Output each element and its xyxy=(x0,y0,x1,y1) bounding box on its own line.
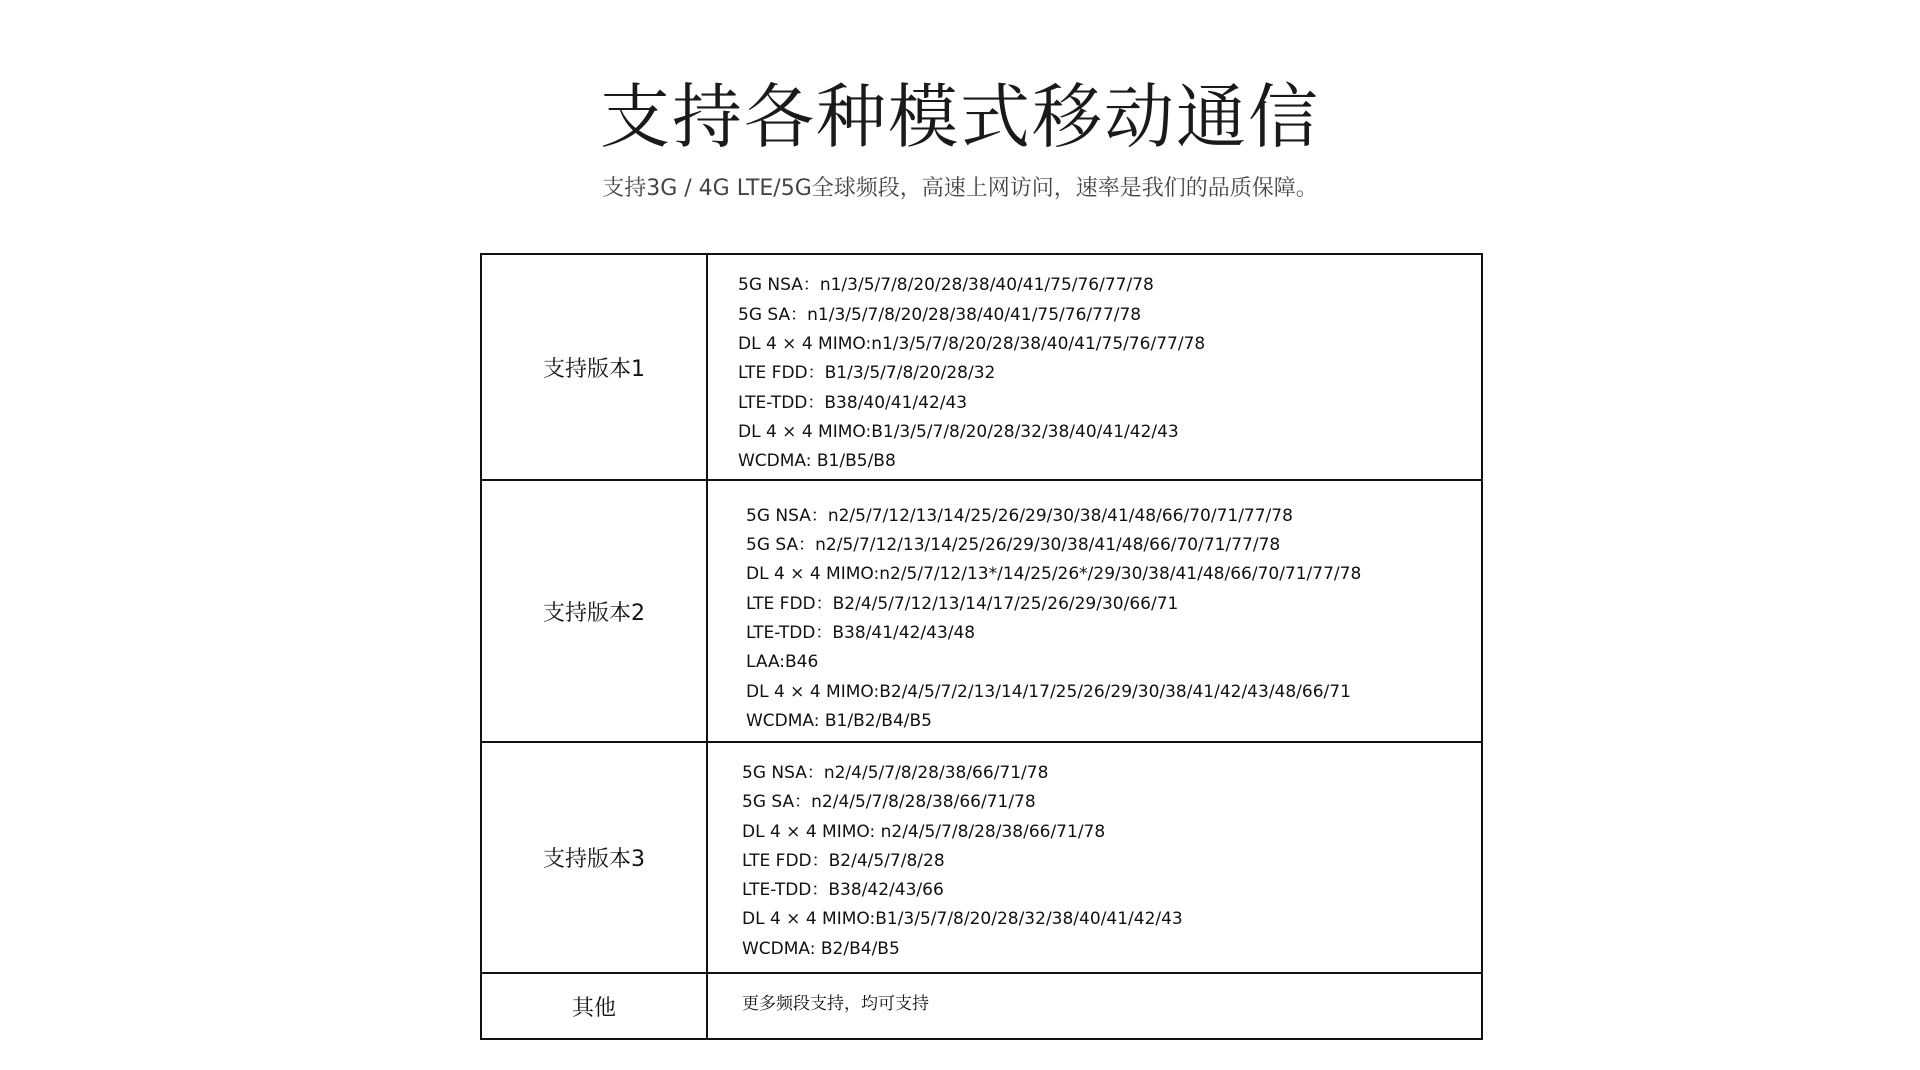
band-line: WCDMA: B1/B5/B8 xyxy=(738,451,896,472)
band-line: WCDMA: B1/B2/B4/B5 xyxy=(746,710,932,731)
table-row xyxy=(481,742,1482,973)
band-line: DL 4 × 4 MIMO:B2/4/5/7/2/13/14/17/25/26/29/30/38/41/42/43/48/66/71 xyxy=(746,681,1351,702)
band-line: 更多频段支持，均可支持 xyxy=(742,994,929,1015)
band-line: DL 4 × 4 MIMO:n2/5/7/12/13*/14/25/26*/29/30/38/41/48/66/70/71/77/78 xyxy=(746,564,1362,585)
band-line: DL 4 × 4 MIMO: n2/4/5/7/8/28/38/66/71/78 xyxy=(742,821,1106,842)
band-line: 5G NSA：n2/5/7/12/13/14/25/26/29/30/38/41/48/66/70/71/77/78 xyxy=(746,505,1293,526)
band-line: 5G SA：n1/3/5/7/8/20/28/38/40/41/75/76/77/78 xyxy=(738,304,1142,325)
table-row xyxy=(481,480,1482,742)
page-title: 支持各种模式移动通信 xyxy=(600,76,1320,158)
band-line: 5G SA：n2/4/5/7/8/28/38/66/71/78 xyxy=(742,792,1036,813)
table-row xyxy=(481,973,1482,1039)
band-list-cell xyxy=(707,254,1482,480)
band-line: LTE-TDD：B38/41/42/43/48 xyxy=(746,623,976,643)
band-line: LTE FDD：B1/3/5/7/8/20/28/32 xyxy=(738,363,996,384)
version-label: 支持版本1 xyxy=(481,254,707,480)
band-line: 5G NSA：n1/3/5/7/8/20/28/38/40/41/75/76/77/78 xyxy=(738,275,1154,296)
band-list-cell xyxy=(707,742,1482,973)
band-support-table xyxy=(480,253,1483,1040)
band-line: 5G SA：n2/5/7/12/13/14/25/26/29/30/38/41/48/66/70/71/77/78 xyxy=(746,535,1281,556)
band-line: WCDMA: B2/B4/B5 xyxy=(742,938,900,959)
version-label: 支持版本2 xyxy=(481,480,707,742)
band-line: DL 4 × 4 MIMO:B1/3/5/7/8/20/28/32/38/40/41/42/43 xyxy=(742,909,1183,930)
version-label: 其他 xyxy=(481,973,707,1039)
band-line: LTE-TDD：B38/42/43/66 xyxy=(742,880,944,901)
band-line: DL 4 × 4 MIMO:n1/3/5/7/8/20/28/38/40/41/75/76/77/78 xyxy=(738,334,1206,355)
band-line: LAA:B46 xyxy=(746,652,819,673)
band-list-cell xyxy=(707,480,1482,742)
band-line: DL 4 × 4 MIMO:B1/3/5/7/8/20/28/32/38/40/41/42/43 xyxy=(738,421,1179,442)
page-subtitle: 支持3G / 4G LTE/5G全球频段，高速上网访问，速率是我们的品质保障。 xyxy=(602,176,1318,201)
band-line: LTE FDD：B2/4/5/7/12/13/14/17/25/26/29/30/66/71 xyxy=(746,593,1179,614)
band-line: LTE-TDD：B38/40/41/42/43 xyxy=(738,392,968,413)
band-list-cell xyxy=(707,973,1482,1039)
band-line: LTE FDD：B2/4/5/7/8/28 xyxy=(742,850,945,871)
table-row xyxy=(481,254,1482,480)
band-line: 5G NSA：n2/4/5/7/8/28/38/66/71/78 xyxy=(742,762,1049,783)
version-label: 支持版本3 xyxy=(481,742,707,973)
